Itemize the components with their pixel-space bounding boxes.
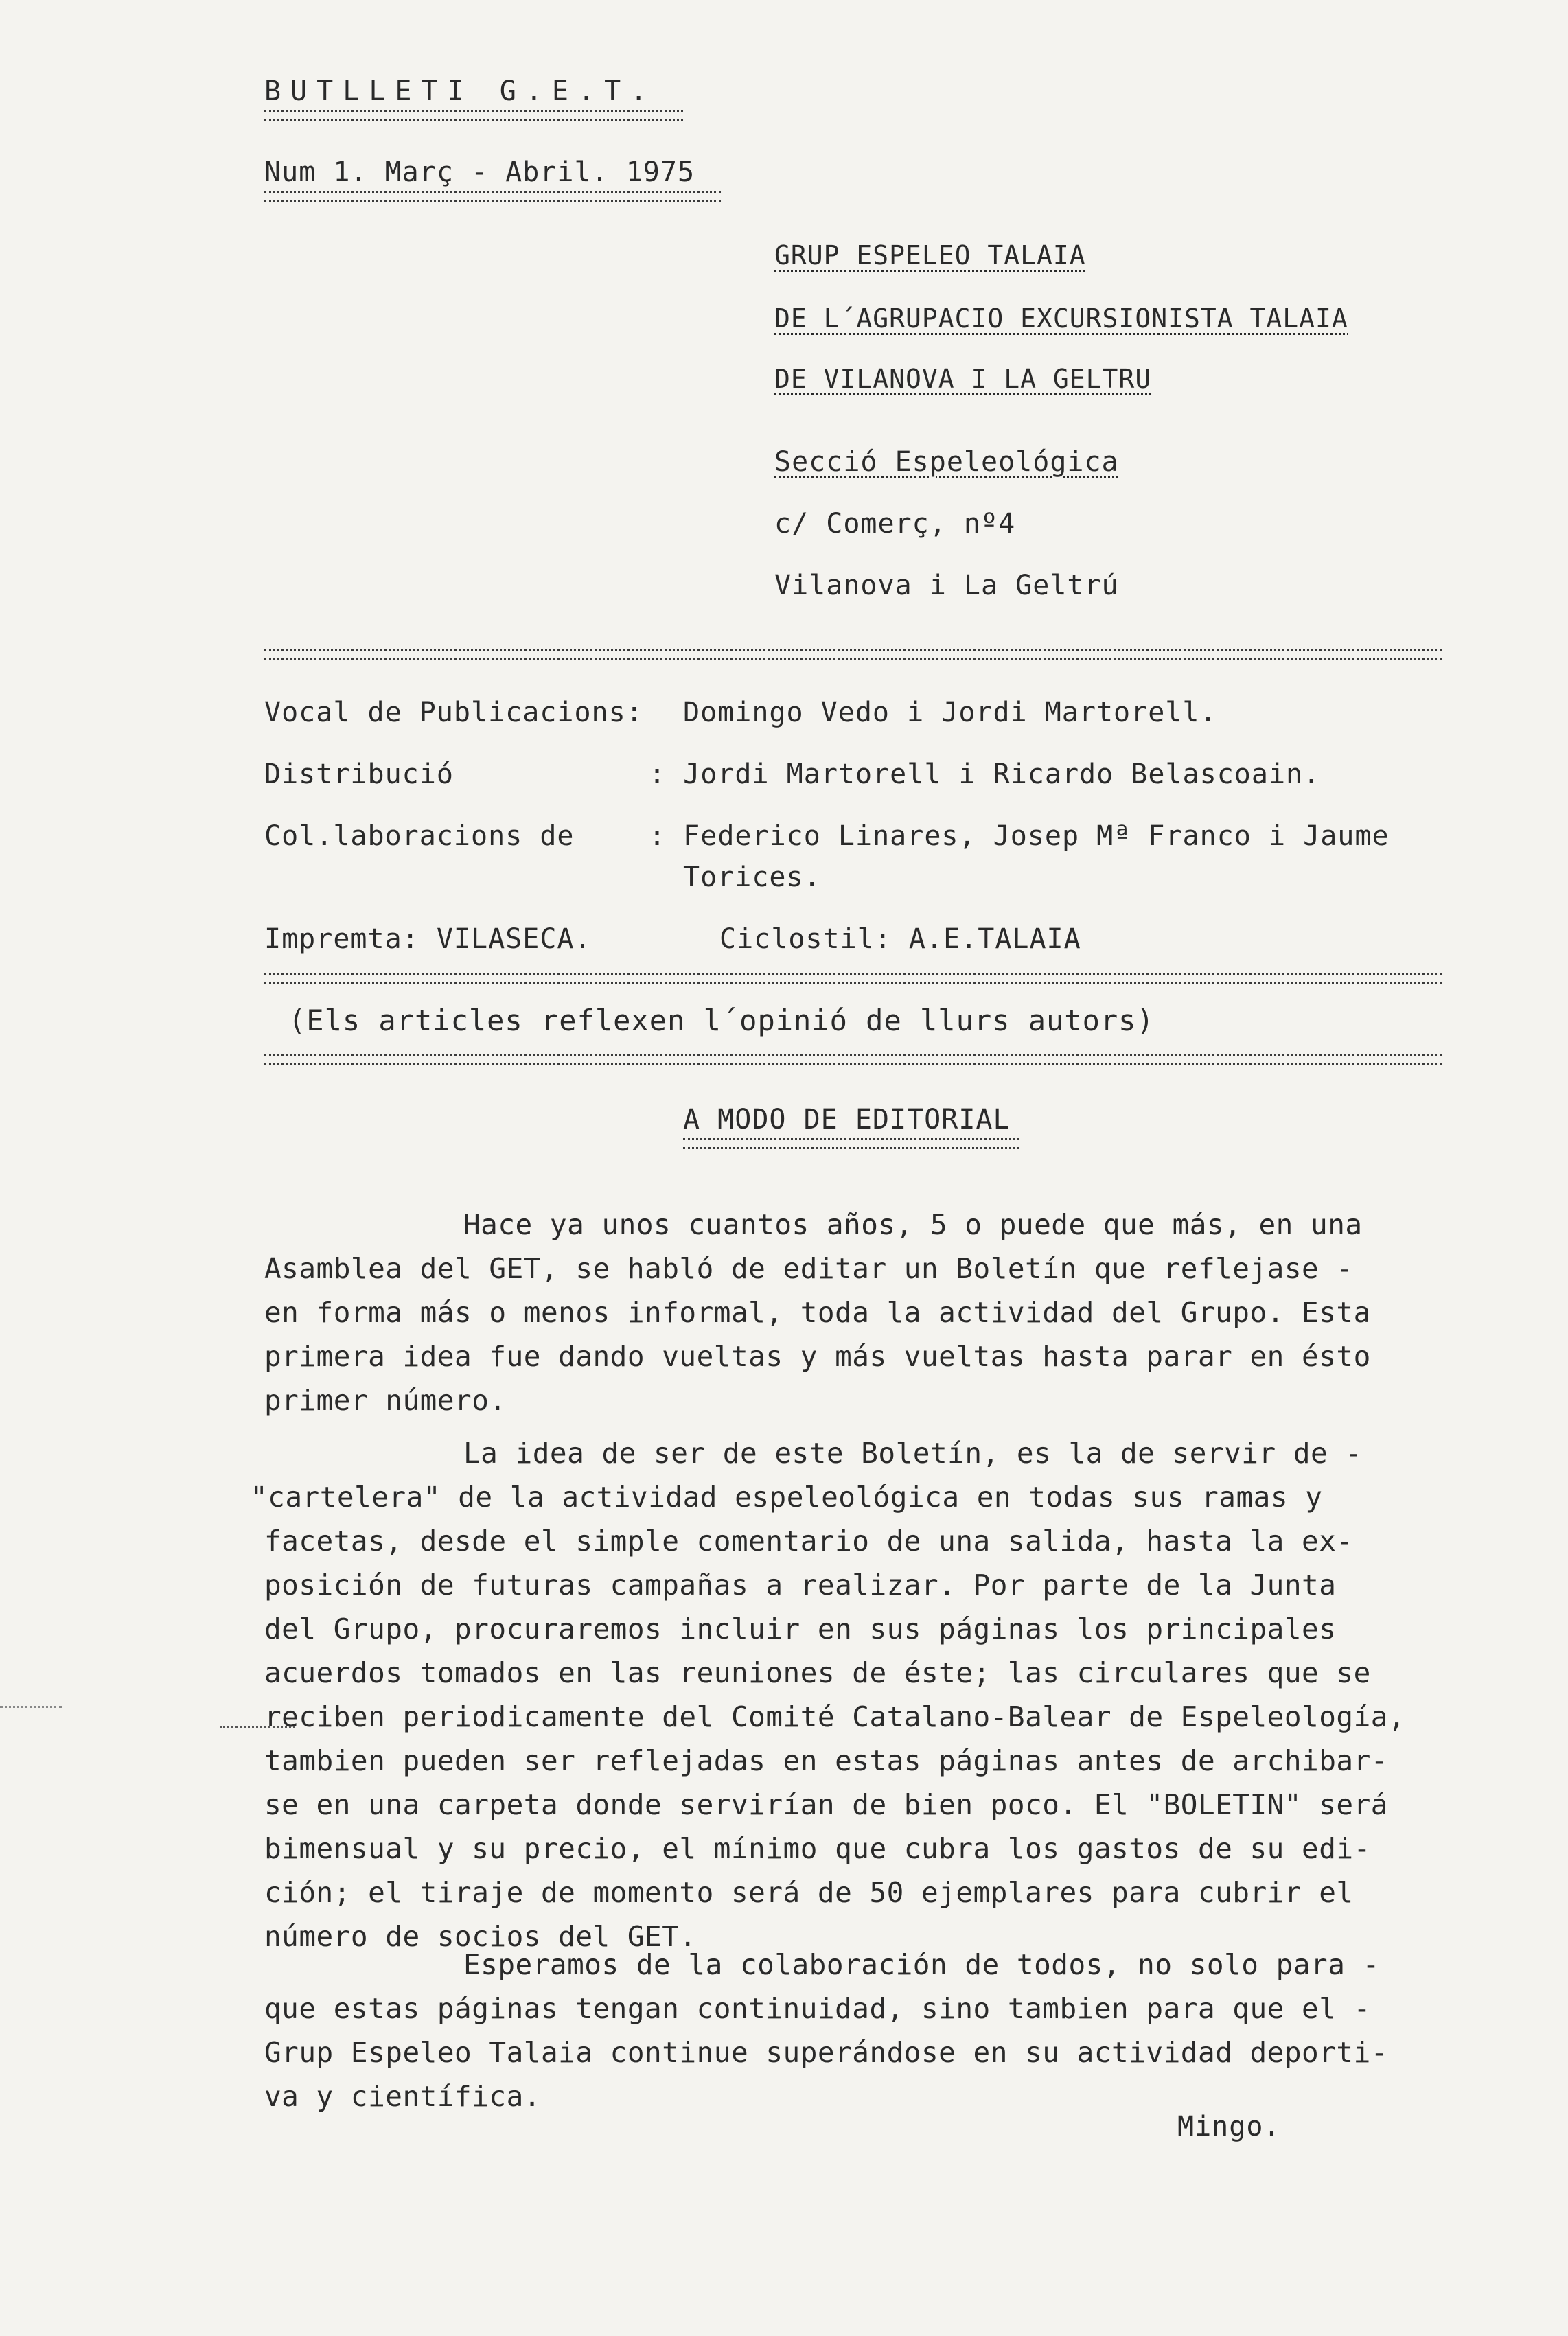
text-line: Esperamos de la colaboración de todos, no solo para -: [463, 1948, 1380, 1981]
section-name: Secció Espeleológica: [774, 446, 1119, 478]
address: c/ Comerç, nº4: [774, 508, 1016, 540]
scan-mark: [220, 1726, 295, 1728]
editorial-paragraph-1: [264, 1203, 1371, 1422]
collab-label: Col.laboracions de: [264, 820, 575, 852]
org-name-line-2: DE L´AGRUPACIO EXCURSIONISTA TALAIA: [774, 303, 1348, 334]
editorial-heading: A MODO DE EDITORIAL: [683, 1104, 1011, 1135]
issue-line: Num 1. Març - Abril. 1975: [264, 157, 695, 188]
text-line: reciben periodicamente del Comité Catalano-Balear de Espeleología,: [264, 1700, 1406, 1733]
editorial-heading-rule: [683, 1138, 1019, 1149]
ciclostil: Ciclostil: A.E.TALAIA: [719, 923, 1081, 955]
vocal-label: Vocal de Publicacions:: [264, 697, 643, 728]
text-line: se en una carpeta donde servirían de bien poco. El "BOLETIN" será: [264, 1788, 1388, 1821]
section-rule-2: [264, 973, 1442, 984]
city: Vilanova i La Geltrú: [774, 570, 1119, 601]
text-line: Asamblea del GET, se habló de editar un Boletín que reflejase -: [264, 1252, 1354, 1285]
section-rule-3: [264, 1054, 1442, 1065]
collab-value-1: : Federico Linares, Josep Mª Franco i Jaume: [649, 820, 1390, 852]
text-line: Hace ya unos cuantos años, 5 o puede que más, en una: [463, 1208, 1363, 1241]
text-line: primera idea fue dando vueltas y más vueltas hasta parar en ésto: [264, 1340, 1371, 1373]
text-line: tambien pueden ser reflejadas en estas páginas antes de archibar-: [264, 1744, 1388, 1777]
section-rule-1: [264, 649, 1442, 660]
text-line: del Grupo, procuraremos incluir en sus páginas los principales: [264, 1612, 1337, 1645]
text-line: número de socios del GET.: [264, 1920, 697, 1953]
text-line: acuerdos tomados en las reuniones de éste; las circulares que se: [264, 1656, 1371, 1689]
text-line: que estas páginas tengan continuidad, sino tambien para que el -: [264, 1992, 1371, 2025]
impremta: Impremta: VILASECA.: [264, 923, 592, 955]
signature: Mingo.: [1177, 2111, 1281, 2142]
title-rule: [264, 110, 683, 121]
text-line: "cartelera" de la actividad espeleológica en todas sus ramas y: [251, 1481, 1323, 1514]
text-line: bimensual y su precio, el mínimo que cubra los gastos de su edi-: [264, 1832, 1371, 1865]
editorial-paragraph-3: [264, 1943, 1388, 2118]
text-line: La idea de ser de este Boletín, es la de servir de -: [463, 1437, 1363, 1470]
collab-value-2: Torices.: [683, 861, 821, 893]
distrib-value: : Jordi Martorell i Ricardo Belascoain.: [649, 759, 1321, 790]
distrib-label: Distribució: [264, 759, 454, 790]
text-line: ción; el tiraje de momento será de 50 ejemplares para cubrir el: [264, 1876, 1354, 1909]
text-line: en forma más o menos informal, toda la actividad del Grupo. Esta: [264, 1296, 1371, 1329]
disclaimer: (Els articles reflexen l´opinió de llurs autors): [288, 1004, 1155, 1037]
org-name-line-3: DE VILANOVA I LA GELTRU: [774, 364, 1152, 394]
org-name-line-1: GRUP ESPELEO TALAIA: [774, 240, 1086, 270]
text-line: primer número.: [264, 1384, 507, 1417]
vocal-value: Domingo Vedo i Jordi Martorell.: [683, 697, 1217, 728]
issue-rule: [264, 191, 721, 202]
bulletin-title: BUTLLETI G.E.T.: [264, 76, 657, 107]
text-line: posición de futuras campañas a realizar. Por parte de la Junta: [264, 1569, 1337, 1601]
text-line: facetas, desde el simple comentario de una salida, hasta la ex-: [264, 1525, 1354, 1558]
editorial-paragraph-2: [251, 1431, 1405, 1958]
text-line: Grup Espeleo Talaia continue superándose en su actividad deporti-: [264, 2036, 1388, 2069]
text-line: va y científica.: [264, 2080, 541, 2113]
scan-mark: [0, 1706, 62, 1708]
